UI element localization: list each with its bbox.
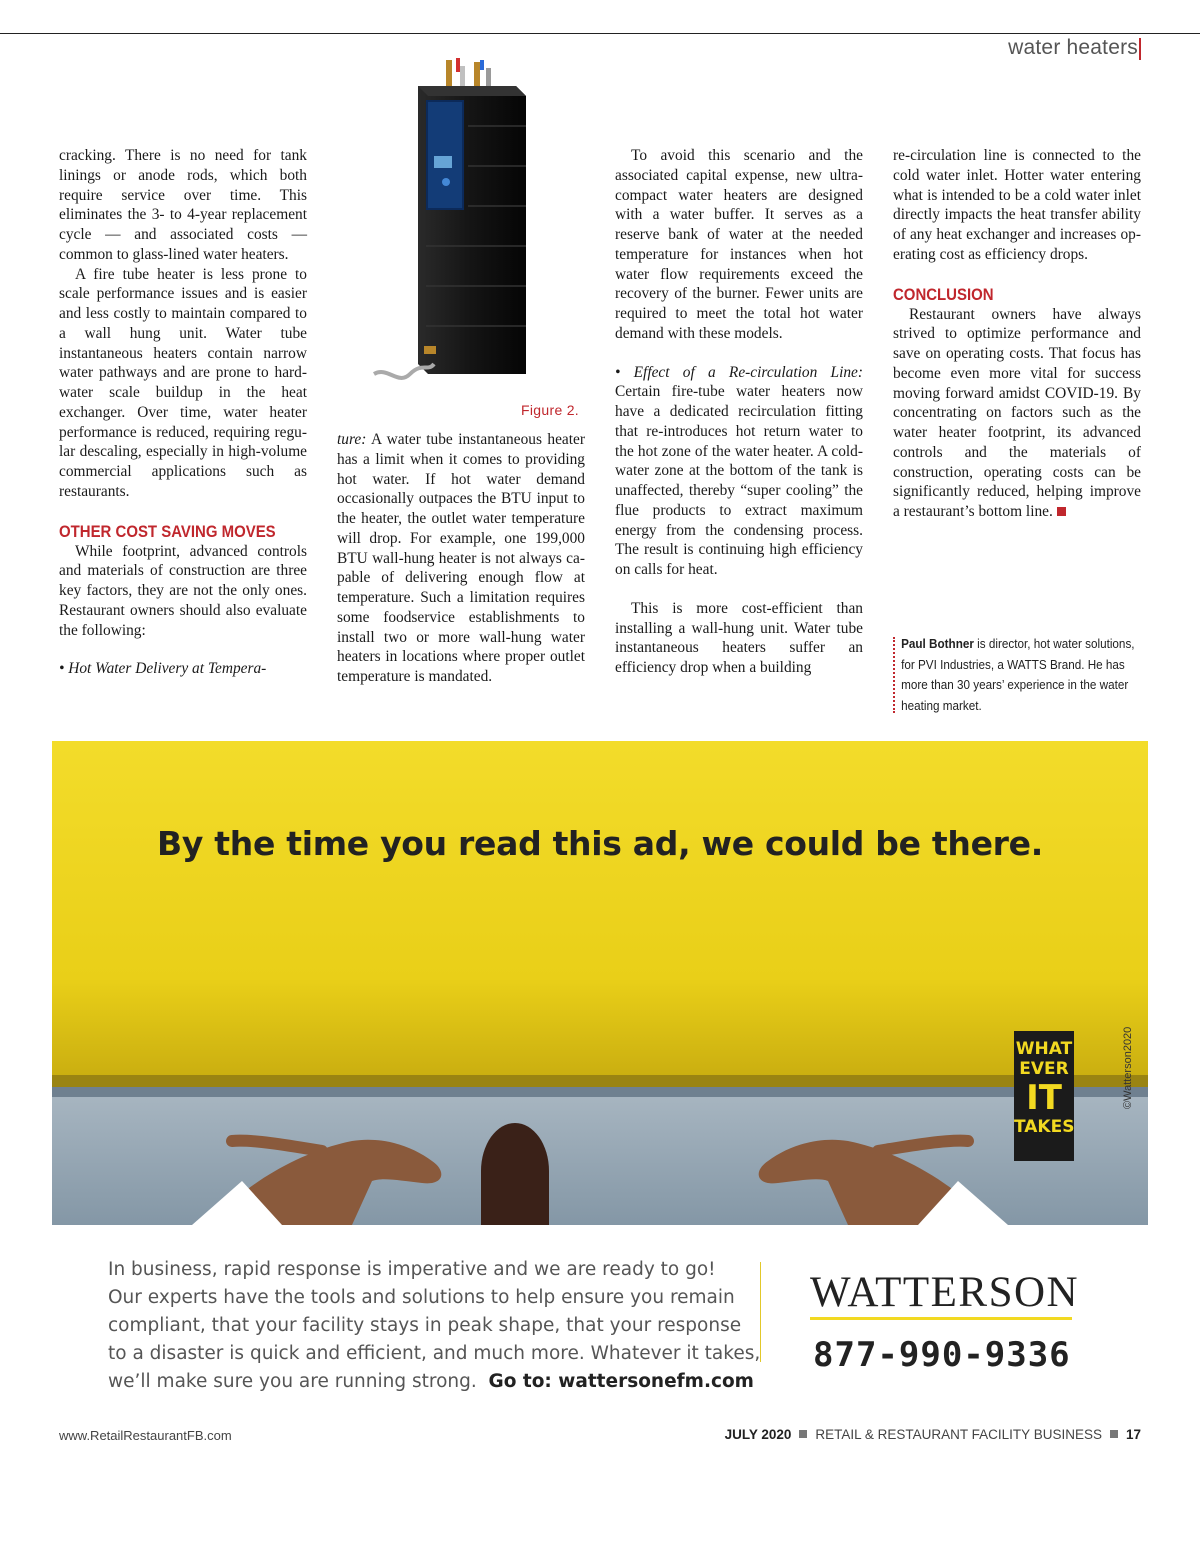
ad-body-line: Our experts have the tools and solutions to help ensure you remain <box>108 1287 735 1308</box>
author-bio <box>893 634 1141 716</box>
author-name: Paul Bothner <box>901 636 974 651</box>
footer-publication: RETAIL & RESTAURANT FACILITY BUSINESS <box>815 1427 1102 1442</box>
water-heater-figure <box>368 56 528 396</box>
section-label-bar <box>1139 38 1141 60</box>
footer-issue: JULY 2020 <box>724 1427 792 1442</box>
page-number: 17 <box>1125 1427 1141 1442</box>
paragraph: To avoid this scenario and the associated capital expense, new ultra-compact water heaters are designed with a water buffer. It serves as a reserve bank of water at the needed temperature for instances when hot water flow requirements exceed the recovery of the burner. Fewer units are required to meet the total hot water demand with these models. <box>615 147 863 342</box>
brand-phone: 877-990-9336 <box>813 1335 1071 1375</box>
paragraph-text: A water tube instantaneous heater has a limit when it comes to providing hot water. If hot water demand occasionally outpaces the BTU input to the heater, the outlet water temperature will drop. For example, one 199,000 BTU wall-hung heater is not always capable of delivering enough flow at temperature. Such a limitation requires some foodservice establishments to install two or more wall-hung water heaters in locations where proper outlet temperature is mandated. <box>337 431 585 685</box>
paragraph <box>337 430 585 687</box>
badge-line: IT <box>1026 1078 1062 1118</box>
ad-illustration <box>52 741 1148 1225</box>
brand-underline <box>810 1317 1072 1320</box>
paragraph: A fire tube heater is less prone to scale performance issues and is easier and less costly to maintain compared to a wall hung unit. Water tube instantaneous heaters contain narrow water pathways and are prone to hard-water scale buildup in the heat exchanger. Over time, water heater performance is reduced, requiring regular descaling, especially in high-volume commercial applications such as restaurants. <box>59 265 307 500</box>
bullet-label-cont: ture: <box>337 431 367 448</box>
ad-credit: ©Watterson2020 <box>1122 1026 1134 1109</box>
article-column-3 <box>615 146 863 678</box>
bullet-label: • Effect of a Re-circulation Line: <box>615 363 863 381</box>
top-rule <box>0 33 1200 34</box>
section-heading: OTHER COST SAVING MOVES <box>59 521 276 541</box>
article-column-2 <box>337 430 585 687</box>
ad-headline: By the time you read this ad, we could be there. <box>157 824 1043 863</box>
end-mark-icon <box>1057 507 1066 516</box>
section-label: water heaters <box>1008 36 1138 59</box>
article-column-1 <box>59 146 307 679</box>
paragraph-text: Certain fire-tube water heaters now have a dedicated recirculation fitting that re-introduces hot return water to the hot zone of the water heater. A cold-water zone at the bottom of the tank is unaffected, thereby “super cooling” the flue products to extract maximum energy from the condensing process. The result is continuing high efficiency on calls for heat. <box>615 383 863 578</box>
ad-body-copy <box>108 1256 761 1396</box>
ad-body-line: to a disaster is quick and efficient, and much more. Whatever it takes, <box>108 1343 761 1364</box>
ad-body-line: compliant, that your facility stays in peak shape, that your response <box>108 1315 742 1336</box>
paragraph <box>893 305 1141 522</box>
whatever-it-takes-badge <box>1014 1039 1074 1137</box>
advertisement-image <box>52 741 1148 1225</box>
paragraph: cracking. There is no need for tank linings or anode rods, which both require service over time. This eliminates the 3- to 4-year replacement cycle — and associated costs — common to glass-lined water heaters. <box>59 147 307 263</box>
separator-icon <box>1110 1430 1118 1438</box>
footer-folio <box>725 1427 1141 1442</box>
brand-name: WATTERSON <box>810 1269 1080 1316</box>
ad-body-line <box>108 1368 754 1396</box>
brand-logo <box>810 1268 1080 1320</box>
paragraph: This is more cost-efficient than installing a wall-hung unit. Water tube instantaneous heaters suffer an efficiency drop when a building <box>615 599 863 676</box>
separator-icon <box>799 1430 807 1438</box>
paragraph: While footprint, advanced controls and materials of construction are three key factors, they are not the only ones. Restaurant owners should also evaluate the following: <box>59 542 307 639</box>
section-heading: CONCLUSION <box>893 284 994 304</box>
bullet-item <box>615 363 863 580</box>
badge-line: WHAT <box>1015 1039 1073 1059</box>
bullet-item <box>59 659 307 679</box>
ad-body-last: we’ll make sure you are running strong. <box>108 1371 477 1392</box>
figure-caption: Figure 2. <box>521 402 579 418</box>
article-column-4 <box>893 146 1141 522</box>
badge-line: TAKES <box>1014 1117 1075 1137</box>
paragraph-text: Restaurant owners have always strived to optimize performance and save on operating costs. That focus has become even more vital for success moving forward amidst COVID-19. By concentrating on factors such as the water heater footprint, its advanced controls and the materials of construction, operating costs can be significantly reduced, helping improve a restaurant’s bottom line. <box>893 305 1141 520</box>
paragraph: re-circulation line is connected to the cold water inlet. Hotter water entering what is intended to be a cold water inlet directly impacts the heat transfer ability of any heat exchanger and increases operating cost as efficiency drops. <box>893 147 1141 263</box>
badge-line: EVER <box>1019 1059 1069 1079</box>
footer-website: www.RetailRestaurantFB.com <box>59 1428 232 1443</box>
ad-cta-link[interactable]: Go to: wattersonefm.com <box>488 1371 754 1392</box>
ad-body-line: In business, rapid response is imperative and we are ready to go! <box>108 1259 716 1280</box>
bullet-label: • Hot Water Delivery at Tempera- <box>59 660 267 678</box>
author-bio-text: is director, hot water solutions, for PVI Industries, a WATTS Brand. He has more than 30 years’ experience in the water heating market. <box>901 636 1135 713</box>
ad-divider <box>760 1262 761 1362</box>
